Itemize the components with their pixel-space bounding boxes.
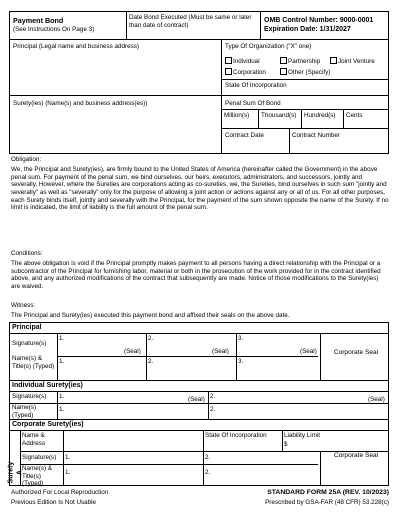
- seal-label: (Seal): [300, 348, 317, 355]
- contract-number-label: Contract Number: [292, 132, 340, 139]
- form-instructions: (See Instructions On Page 3): [13, 25, 95, 33]
- state-of-incorporation-label: State Of Incorporation: [205, 432, 267, 439]
- liability-limit-label: Liability Limit: [284, 432, 321, 439]
- name-address-label: Name & Address: [22, 432, 46, 447]
- surety-section: [9, 95, 389, 154]
- corporate-sureties-heading: Corporate Surety(ies): [12, 421, 84, 428]
- corporate-seal-label: Corporate Seal: [333, 452, 379, 459]
- individual-surety-sig-1[interactable]: 1.: [59, 393, 65, 400]
- cents-label: Cents: [346, 112, 363, 119]
- names-typed-label: Name(s) (Typed): [12, 404, 37, 419]
- sureties-label: Surety(ies) (Name(s) and business address(es)): [13, 100, 148, 107]
- principal-label: Principal (Legal name and business address): [13, 43, 140, 50]
- conditions-text: The above obligation is void if the Principal promptly makes payment to all persons having a direct relationship with the Principal or a subcontractor of the Principal for furnishing labor, material or both in the prosecution of the work provided for in the contract identified above, and any authorized modifications of the contract that subsequently are made. Notice of those modifications to the Surety(ies) are waived.: [11, 260, 381, 291]
- principal-name-1[interactable]: 1.: [59, 358, 65, 365]
- checkbox[interactable]: [280, 57, 287, 64]
- individual-sureties-section: [9, 380, 389, 420]
- org-option-other[interactable]: Other (Specify): [280, 68, 330, 77]
- checkbox[interactable]: [330, 57, 337, 64]
- seal-label: (Seal): [188, 396, 205, 403]
- witness-heading: Witness:: [11, 302, 36, 309]
- expiration-date: Expiration Date: 1/31/2027: [264, 25, 351, 33]
- checkbox[interactable]: [225, 57, 232, 64]
- form-header: [9, 11, 389, 40]
- signature-label: Signature(s): [12, 340, 47, 347]
- state-of-incorporation-label: State Of Incorporation: [225, 82, 287, 89]
- org-option-partnership[interactable]: Partnership: [280, 57, 320, 66]
- date-bond-executed-label: Date Bond Executed (Must be same or later than date of contract): [129, 14, 252, 29]
- signature-label: Signature(s): [22, 454, 57, 461]
- thousands-label: Thousand(s): [261, 112, 297, 119]
- principal-sig-1[interactable]: 1.: [59, 335, 65, 342]
- org-option-individual[interactable]: Individual: [225, 57, 260, 66]
- corporate-surety-name-1[interactable]: 1.: [65, 469, 71, 476]
- corporate-sureties-section: [9, 419, 389, 486]
- obligation-text: We, the Principal and Surety(ies), are firmly bound to the United States of America (hereinafter called the Government) in the above penal sum. For payment of the penal sum, we bind ourselves, our heirs, executors, administrators, and successors, jointly and severally. However, where the Sureties are corporations acting as co-sureties, we, the Sureties, bind ourselves in such sum "jointly and severally" as well as "severally" only for the purpose of allowing a joint action or actions against any or all of us. For all other purposes, each Surety binds itself, jointly and severally with the Principal, for the payment of the sum shown opposite the name of the Surety. If no limit is indicated, the limit of liability is the full amount of the penal sum.: [11, 166, 389, 212]
- hundreds-label: Hundred(s): [304, 112, 336, 119]
- principal-section: [9, 39, 389, 96]
- principal-sig-2[interactable]: 2.: [148, 335, 154, 342]
- individual-sureties-heading: Individual Surety(ies): [12, 382, 83, 389]
- org-option-corporation[interactable]: Corporation: [225, 68, 266, 77]
- signature-label: Signature(s): [12, 393, 47, 400]
- names-titles-label: Name(s) & Title(s) (Typed): [12, 355, 55, 370]
- individual-surety-sig-2[interactable]: 2.: [210, 393, 216, 400]
- principal-name-3[interactable]: 3.: [238, 358, 244, 365]
- org-type-label: Type Of Organization ("X" one): [225, 43, 312, 50]
- individual-surety-name-2[interactable]: 2.: [210, 406, 216, 413]
- principal-signature-section: [9, 322, 389, 381]
- corporate-surety-sig-2[interactable]: 2.: [205, 454, 211, 461]
- principal-heading: Principal: [12, 324, 42, 331]
- conditions-heading: Conditions:: [11, 250, 43, 257]
- checkbox[interactable]: [225, 68, 232, 75]
- millions-label: Million(s): [224, 112, 250, 119]
- principal-sig-3[interactable]: 3.: [238, 335, 244, 342]
- seal-label: (Seal): [124, 348, 141, 355]
- standard-form-number: STANDARD FORM 25A (REV. 10/2023): [267, 489, 389, 496]
- names-titles-label: Name(s) & Title(s) (Typed): [22, 465, 53, 488]
- contract-date-label: Contract Date: [225, 132, 264, 139]
- corporate-seal-label: Corporate Seal: [333, 349, 379, 356]
- witness-text: The Principal and Surety(ies) executed this payment bond and affixed their seals on the above date.: [11, 312, 290, 319]
- checkbox[interactable]: [280, 68, 287, 75]
- principal-name-2[interactable]: 2.: [148, 358, 154, 365]
- seal-label: (Seal): [212, 348, 229, 355]
- seal-label: (Seal): [368, 396, 385, 403]
- omb-control-number: OMB Control Number: 9000-0001: [264, 17, 374, 24]
- surety-a-label: Surety A: [7, 461, 23, 484]
- obligation-heading: Obligation:: [11, 156, 42, 163]
- individual-surety-name-1[interactable]: 1.: [59, 406, 65, 413]
- corporate-surety-name-2[interactable]: 2.: [205, 469, 211, 476]
- footer-previous-edition: Previous Edition Is Not Usable: [11, 498, 97, 506]
- corporate-surety-sig-1[interactable]: 1.: [65, 454, 71, 461]
- footer-reproduction: Authorized For Local Reproduction: [11, 489, 109, 496]
- form-title: Payment Bond: [13, 16, 64, 25]
- penal-sum-label: Penal Sum Of Bond: [225, 100, 281, 107]
- prescribed-by: Prescribed by GSA-FAR (48 CFR) 53.228(c): [265, 499, 389, 507]
- org-option-joint-venture[interactable]: Joint Venture: [330, 57, 375, 66]
- dollar-sign: $: [284, 441, 288, 448]
